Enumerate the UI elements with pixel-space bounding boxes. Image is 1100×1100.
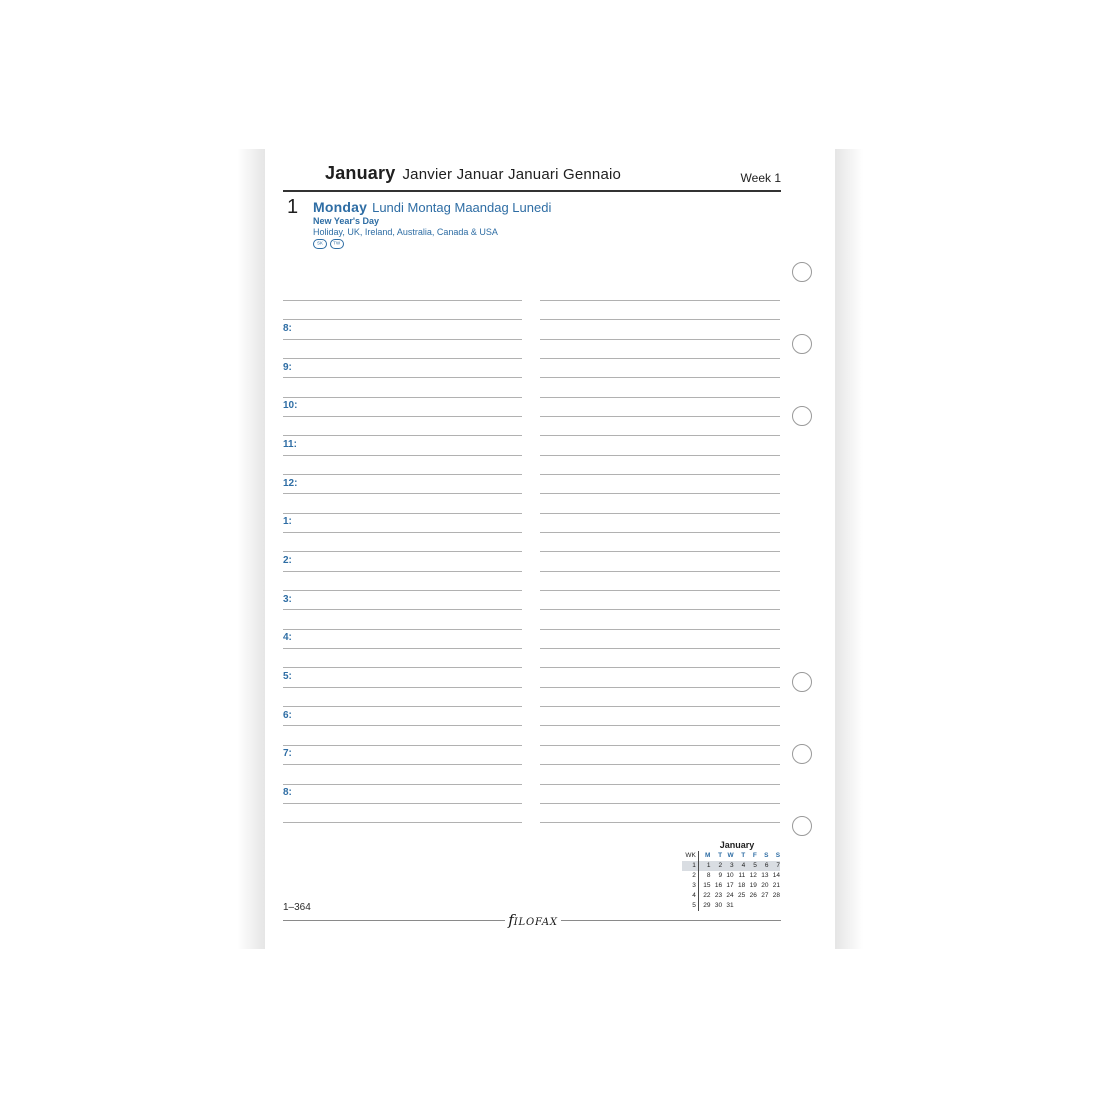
ruled-line [283,319,522,320]
calendar-date-cell: 20 [761,882,769,889]
ruled-line [540,784,780,785]
calendar-week-number: 2 [682,871,699,881]
ruled-line [283,803,522,804]
day-badges [313,239,344,249]
punch-hole [792,816,812,836]
ruled-line [540,300,780,301]
day-name-translations: Lundi Montag Maandag Lunedi [372,200,552,215]
time-label: 4: [283,632,292,644]
ruled-line [283,822,522,823]
ruled-line [283,725,522,726]
ruled-line [283,629,522,630]
calendar-date-cell: 28 [772,892,781,899]
calendar-date-cell: 23 [714,892,723,899]
punch-hole [792,334,812,354]
page-range: 1–364 [283,902,311,913]
brand-logo-initial: f [508,911,514,929]
ruled-line [540,551,780,552]
time-label: 6: [283,709,292,721]
calendar-date-cell: 1 [706,862,711,869]
calendar-date-cell: 11 [738,872,746,879]
ruled-line [540,377,780,378]
calendar-date-cell: 10 [726,872,734,879]
calendar-date-cell: 26 [749,892,757,899]
calendar-day-header: T [741,852,746,859]
calendar-date-cell: 3 [730,862,734,869]
ruled-line [283,416,522,417]
holiday-regions: Holiday, UK, Ireland, Australia, Canada & USA [313,227,498,237]
calendar-date-cell: 5 [753,862,757,869]
ruled-line [283,764,522,765]
ruled-line [540,416,780,417]
calendar-date-cell [745,901,757,911]
calendar-date-cell: 2 [718,862,723,869]
day-number: 1 [287,196,299,218]
calendar-date-cell: 14 [772,872,781,879]
calendar-week-number: 3 [682,881,699,891]
time-label: 11: [283,438,297,450]
ruled-line [283,745,522,746]
day-badge [313,239,327,249]
month-translations: Janvier Januar Januari Gennaio [402,166,622,183]
punch-hole [792,262,812,282]
calendar-week-number: 4 [682,891,699,901]
calendar-week-row [682,901,780,911]
calendar-day-header: T [718,852,723,859]
planner-page [265,149,835,942]
ruled-line [283,435,522,436]
calendar-week-row [682,881,780,891]
ruled-line [283,590,522,591]
ruled-line [540,358,780,359]
calendar-week-row [682,891,780,901]
ruled-line [540,629,780,630]
ruled-line [540,764,780,765]
ruled-line [540,493,780,494]
calendar-date-cell: 31 [726,902,734,909]
ruled-line [540,319,780,320]
ruled-line [283,377,522,378]
time-label: 3: [283,593,292,605]
calendar-week-row [682,871,780,881]
time-label: 2: [283,554,292,566]
ruled-line [540,474,780,475]
ruled-line [540,706,780,707]
ruled-line [283,784,522,785]
punch-hole [792,406,812,426]
calendar-date-cell: 29 [703,902,711,909]
ruled-line [283,339,522,340]
calendar-date-cell: 25 [738,892,746,899]
ruled-line [540,571,780,572]
week-label: Week 1 [740,171,781,185]
time-label: 8: [283,787,292,798]
time-label: 8: [283,322,292,334]
ruled-line [540,397,780,398]
calendar-date-cell: 6 [764,862,769,869]
day-badge-label: SK [317,241,323,247]
calendar-date-cell [757,901,769,911]
time-label: 5: [283,670,292,682]
day-name: Monday [313,199,368,215]
ruled-line [283,474,522,475]
calendar-day-header: M [705,852,711,859]
ruled-line [283,358,522,359]
calendar-date-cell: 30 [714,902,723,909]
calendar-date-cell: 16 [714,882,723,889]
calendar-date-cell [768,901,780,911]
calendar-date-cell: 24 [726,892,734,899]
calendar-date-cell: 18 [738,882,746,889]
calendar-date-cell: 27 [761,892,769,899]
day-heading [313,199,551,217]
page-shadow-left [237,149,265,949]
mini-calendar [682,840,780,911]
calendar-date-cell: 21 [772,882,781,889]
calendar-date-cell: 9 [718,872,723,879]
mini-calendar-grid [682,851,780,911]
ruled-line [540,339,780,340]
ruled-line [540,532,780,533]
punch-hole [792,744,812,764]
calendar-date-cell: 19 [749,882,757,889]
mini-calendar-title: January [719,840,755,850]
ruled-line [283,397,522,398]
time-label: 10: [283,400,298,412]
ruled-line [283,706,522,707]
ruled-line [540,667,780,668]
calendar-date-cell: 12 [749,872,757,879]
calendar-week-row [682,861,780,871]
ruled-line [283,532,522,533]
page-shadow-right [835,149,863,949]
month-header [325,163,621,184]
ruled-line [540,725,780,726]
ruled-line [540,745,780,746]
day-badge-label: TW [333,241,341,247]
ruled-line [283,455,522,456]
ruled-line [540,822,780,823]
calendar-day-header: S [764,852,769,859]
punch-hole [792,672,812,692]
ruled-line [540,609,780,610]
calendar-date-cell: 8 [706,872,711,879]
ruled-line [283,513,522,514]
time-label: 1: [283,516,292,528]
ruled-line [283,687,522,688]
time-label: 12: [283,477,298,489]
ruled-line [540,803,780,804]
calendar-wk-header: WK [682,851,699,861]
calendar-day-header: W [727,852,734,859]
calendar-week-number: 1 [682,861,699,871]
ruled-line [283,667,522,668]
calendar-date-cell [734,901,746,911]
holiday-title: New Year's Day [313,216,380,226]
ruled-line [283,609,522,610]
brand-logo-rest: ILOFAX [513,917,558,928]
time-label: 9: [283,361,292,373]
ruled-line [540,435,780,436]
ruled-line [283,493,522,494]
ruled-line [283,571,522,572]
calendar-date-cell: 13 [761,872,769,879]
ruled-line [283,300,522,301]
ruled-line [540,648,780,649]
calendar-date-cell: 4 [741,862,746,869]
brand-logo [505,910,561,929]
month-title: January [325,163,396,183]
ruled-line [540,513,780,514]
ruled-line [283,551,522,552]
day-badge [330,239,344,249]
calendar-header-row [682,851,780,861]
calendar-day-header: S [775,852,781,859]
calendar-day-header: F [752,852,757,859]
calendar-date-cell: 22 [703,892,711,899]
ruled-line [540,455,780,456]
header-divider [283,190,781,192]
time-label: 7: [283,748,292,760]
calendar-week-number: 5 [682,901,699,911]
calendar-date-cell: 17 [726,882,734,889]
calendar-date-cell: 15 [703,882,711,889]
ruled-line [540,687,780,688]
ruled-line [540,590,780,591]
ruled-line [283,648,522,649]
calendar-date-cell: 7 [776,862,781,869]
